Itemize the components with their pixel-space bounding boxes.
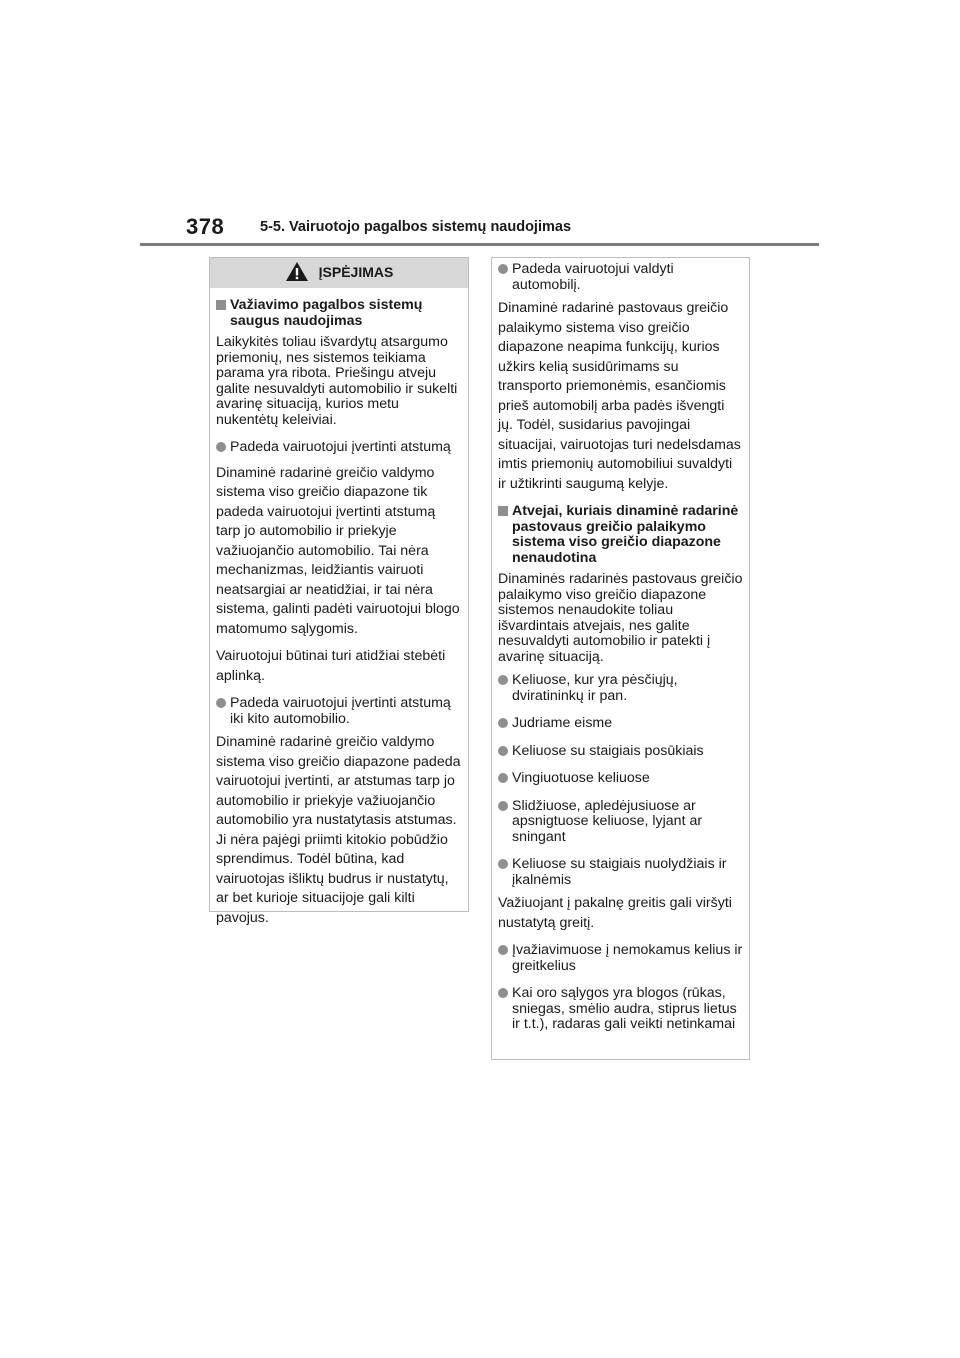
list-item	[498, 799, 743, 846]
right-bullet-1-text: Padeda vairuotojui valdyti automobilį.	[512, 261, 674, 293]
list-item	[498, 943, 743, 974]
warning-intro: Laikykitės toliau išvardytų atsargumo priemonių, nes sistemos teikiama parama yra ribota. Priešingu atveju galite nesuvaldyti automobilio ir sukelti avarinę situaciją, kurios metu nukentėtų keleiviai.	[216, 334, 458, 428]
circle-bullet-icon	[216, 698, 226, 708]
warning-title: ĮSPĖJIMAS	[318, 264, 394, 281]
right-heading-2-text: Atvejai, kuriais dinaminė radarinė pastovaus greičio palaikymo sistema viso greičio diapazone nenaudotina	[512, 503, 739, 566]
list-item-text: Slidžiuose, apledėjusiuose ar apsnigtuose keliuose, lyjant ar sningant	[512, 797, 703, 845]
warning-triangle-icon	[285, 261, 309, 286]
circle-bullet-icon	[498, 945, 508, 955]
list-item-text: Vingiuotuose keliuose	[512, 770, 650, 786]
warning-bullet-1-paragraph-1: Dinaminė radarinė greičio valdymo sistema viso greičio diapazone tik padeda vairuotojui įvertinti atstumą tarp jo automobilio ir priekyje važiuojančio automobilio. Tai nėra mechanizmas, leidžiantis vairuoti neatsargiai ar neatidžiai, ir tai nėra sistema, galinti padėti vairuotojui blogo matomumo sąlygomis.	[216, 464, 460, 637]
list-item-text: Keliuose su staigiais posūkiais	[512, 742, 704, 759]
warning-bullet-1-text: Padeda vairuotojui įvertinti atstumą	[230, 439, 451, 455]
circle-bullet-icon	[498, 801, 508, 811]
warning-bullet-2-text: Padeda vairuotojui įvertinti atstumą iki kito automobilio.	[230, 695, 451, 727]
square-bullet-icon	[216, 300, 226, 310]
circle-bullet-icon	[216, 442, 226, 452]
warning-bullet-1-paragraph-2: Vairuotojui būtinai turi atidžiai stebėti aplinką.	[216, 648, 446, 684]
header-rule	[140, 243, 819, 246]
list-item-paragraph: Važiuojant į pakalnę greitis gali viršyti nustatytą greitį.	[498, 895, 732, 931]
circle-bullet-icon	[498, 773, 508, 783]
circle-bullet-icon	[498, 859, 508, 869]
circle-bullet-icon	[498, 718, 508, 728]
list-item	[498, 744, 743, 760]
list-item-text: Judriame eisme	[512, 715, 613, 731]
warning-bullet-2	[216, 696, 462, 727]
list-item	[498, 986, 743, 1033]
warning-header	[210, 258, 468, 288]
circle-bullet-icon	[498, 675, 508, 685]
warning-box	[209, 257, 469, 926]
list-item-text: Keliuose su staigiais nuolydžiais ir įkalnėmis	[512, 856, 727, 888]
right-bullet-1-paragraph: Dinaminė radarinė pastovaus greičio palaikymo sistema viso greičio diapazone neapima funkcijų, kurios užkirs kelią susidūrimams su transporto priemonėmis, esančiomis prieš automobilį arba padės išvengti jų. Todėl, susidarius pavojingai situacijai, vairuotojas turi nedelsdamas imtis priemonių automobiliui suvaldyti ir užtikrinti saugumą kelyje.	[498, 300, 741, 492]
warning-heading	[216, 298, 462, 329]
list-item	[498, 771, 743, 787]
circle-bullet-icon	[498, 746, 508, 756]
list-item	[498, 857, 743, 888]
circle-bullet-icon	[498, 988, 508, 998]
list-item	[498, 673, 743, 704]
list-item-text: Keliuose, kur yra pėsčiųjų, dviratininkų ir pan.	[512, 672, 678, 704]
right-bullet-1	[498, 262, 743, 293]
warning-bullet-1	[216, 440, 462, 456]
right-intro-2: Dinaminės radarinės pastovaus greičio palaikymo viso greičio diapazone sistemos nenaudokite toliau išvardintais atvejais, nes galite nesuvaldyti automobilio ir patekti į avarinę situaciją.	[498, 571, 743, 665]
warning-bullet-2-paragraph-1: Dinaminė radarinė greičio valdymo sistema viso greičio diapazone padeda vairuotojui įvertinti, ar atstumas tarp jo automobilio ir priekyje važiuojančio automobilio yra nustatytasis atstumas. Ji nėra pajėgi priimti kitokio pobūdžio sprendimus. Todėl būtina, kad vairuotojas išliktų budrus ir nustatytų, ar bet kurioje situacijoje gali kilti pavojus.	[216, 734, 461, 926]
circle-bullet-icon	[498, 264, 508, 274]
square-bullet-icon	[498, 506, 508, 516]
right-heading-2	[498, 504, 743, 566]
warning-continuation-box	[491, 257, 750, 1060]
warning-heading-text: Važiavimo pagalbos sistemų saugus naudojimas	[230, 297, 423, 329]
list-item-text: Kai oro sąlygos yra blogos (rūkas, sniegas, smėlio audra, stiprus lietus ir t.t.), radaras gali veikti netinkamai	[512, 985, 737, 1032]
page-number: 378	[186, 214, 225, 239]
section-title: 5-5. Vairuotojo pagalbos sistemų naudojimas	[260, 219, 572, 235]
list-item	[498, 716, 743, 732]
list-item-text: Įvažiavimuose į nemokamus kelius ir greitkelius	[512, 942, 743, 974]
